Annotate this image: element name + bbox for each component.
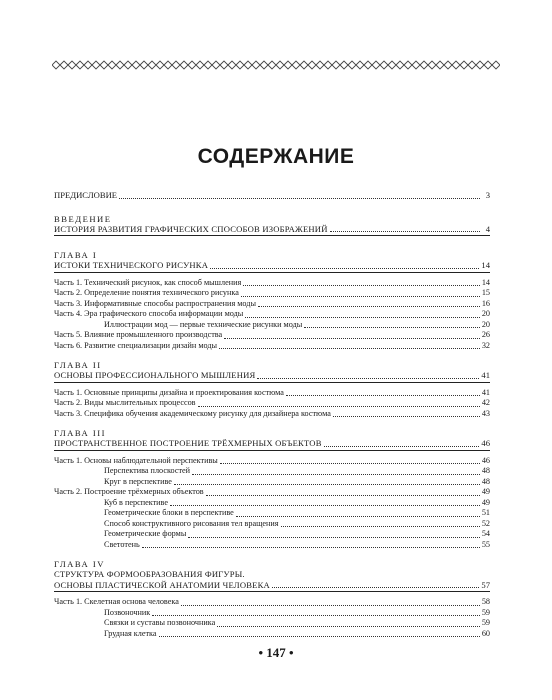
ornament-diamond [188,61,196,69]
toc-subentry[interactable] [54,540,490,551]
dot-leader [243,285,480,286]
entry-page: 49 [481,497,490,507]
entry-label: Способ конструктивного рисования тел вращения [104,518,279,528]
dot-leader [206,495,480,496]
chapter-title-label: СТРУКТУРА ФОРМООБРАЗОВАНИЯ ФИГУРЫ. [54,569,245,579]
ornament-diamond [164,61,172,69]
entry-page: 16 [481,298,490,308]
dot-leader [286,395,480,396]
entry-page: 4 [485,223,490,234]
toc-entry[interactable] [54,409,490,420]
toc-entry[interactable] [54,388,490,399]
dot-leader [174,484,480,485]
toc-entry[interactable] [54,597,490,608]
ornament-diamond [220,61,228,69]
entry-label: Часть 3. Информативные способы распространения моды [54,298,256,308]
entry-page: 41 [481,387,490,397]
dot-leader [281,526,480,527]
ornament-diamond [180,61,188,69]
ornament-diamond [236,61,244,69]
entry-page: 59 [481,618,490,627]
entry-page: 48 [481,466,490,475]
entry-label: Грудная клетка [104,628,157,638]
dot-leader [330,231,480,232]
entry-label: Часть 3. Специфика обучения академическому рисунку для дизайнера костюма [54,408,331,418]
entry-label: Часть 2. Виды мыслительных процессов [54,398,196,407]
entry-page: 52 [481,518,490,528]
ornament-diamond [100,61,108,69]
chapter-2-heading: ГЛАВА II [54,360,102,370]
table-of-contents [54,190,490,639]
entry-label: Позвоночник [104,607,151,617]
entry-page: 14 [481,260,490,270]
dot-leader [272,587,479,588]
ornament-diamond [268,61,276,69]
ornament-diamond [308,61,316,69]
entry-page: 55 [481,539,490,549]
entry-label: Геометрические блоки в перспективе [104,508,234,517]
ornament-diamond [92,61,100,69]
entry-label: Перспектива плоскостей [104,466,191,475]
ornament-diamond [300,61,308,69]
dot-leader [142,547,480,548]
entry-page: 51 [481,508,490,517]
ornament-diamond [276,61,284,69]
chapter-2-items [54,388,490,420]
entry-label: Часть 2. Построение трёхмерных объектов [54,487,204,496]
toc-entry[interactable] [54,487,490,498]
entry-page: 43 [481,408,490,418]
entry-page: 49 [481,487,490,496]
entry-label: ИСТОРИЯ РАЗВИТИЯ ГРАФИЧЕСКИХ СПОСОБОВ ИЗОБРАЖЕНИЙ [54,223,328,234]
dot-leader [192,474,480,475]
entry-page: 42 [481,398,490,407]
toc-subentry[interactable] [54,529,490,540]
entry-page: 58 [481,597,490,606]
dot-leader [224,338,480,339]
entry-page: 14 [481,277,490,287]
entry-label: Светотень [104,539,140,549]
ornament-diamond [68,61,76,69]
ornament-diamond [156,61,164,69]
entry-label: Связки и суставы позвоночника [104,618,216,627]
ornament-diamond [108,61,116,69]
ornament-diamond [484,61,492,69]
entry-label: Часть 5. Влияние промышленного производства [54,330,223,339]
entry-page: 26 [481,330,490,339]
dot-leader [304,327,480,328]
entry-label: Часть 1. Основные принципы дизайна и проектирования костюма [54,387,284,397]
dot-leader [324,446,480,447]
toc-entry[interactable] [54,456,490,467]
dot-leader [219,348,480,349]
toc-entry-intro[interactable] [54,224,490,237]
dot-leader [198,406,480,407]
entry-label: Геометрические формы [104,529,187,538]
toc-entry[interactable] [54,299,490,310]
ornament-diamond [444,61,452,69]
dot-leader [258,306,480,307]
entry-page: 57 [481,579,490,590]
ornament-diamond [324,61,332,69]
ornament-diamond [172,61,180,69]
ornament-diamond [252,61,260,69]
entry-label: Часть 4. Эра графического способа информации моды [54,309,244,318]
ornament-diamond [332,61,340,69]
ornament-diamond [260,61,268,69]
dot-leader [210,268,479,269]
entry-page: 32 [481,340,490,350]
entry-page: 3 [485,190,490,200]
dot-leader [152,615,480,616]
ornament-diamond [148,61,156,69]
ornament-diamond [60,61,68,69]
entry-page: 59 [481,607,490,617]
dot-leader [220,463,480,464]
chapter-4-items [54,597,490,639]
ornament-diamond [348,61,356,69]
ornament-diamond [204,61,212,69]
ornament-diamond [356,61,364,69]
ornament-diamond [428,61,436,69]
chapter-4-title-line-1 [54,569,490,580]
toc-entry-preface[interactable] [54,190,490,201]
ornament-diamond [212,61,220,69]
toc-subentry[interactable] [54,629,490,640]
dot-leader [188,537,479,538]
toc-entry[interactable] [54,278,490,289]
toc-entry[interactable] [54,398,490,409]
ornament-diamond [460,61,468,69]
page-title: СОДЕРЖАНИЕ [197,145,355,168]
dot-leader [241,296,480,297]
toc-entry[interactable] [54,330,490,341]
toc-subentry[interactable] [54,519,490,530]
entry-label: Куб в перспективе [104,497,168,507]
chapter-1-heading: ГЛАВА I [54,250,98,260]
ornament-diamond [388,61,396,69]
chapter-1-items [54,278,490,352]
ornament-diamond [244,61,252,69]
toc-subentry[interactable] [54,508,490,519]
entry-page: 48 [481,476,490,486]
ornament-diamond [436,61,444,69]
ornament-diamond [452,61,460,69]
dot-leader [170,505,480,506]
toc-entry[interactable] [54,341,490,352]
page-number: • 147 • [258,645,294,660]
entry-label: Часть 1. Технический рисунок, как способ мышления [54,277,242,287]
entry-label: ПРЕДИСЛОВИЕ [54,190,118,200]
ornament-diamond [52,61,60,69]
ornament-diamond [380,61,388,69]
toc-subentry[interactable] [54,498,490,509]
dot-leader [257,378,479,379]
chapter-1-title[interactable] [54,260,490,273]
ornament-diamond [316,61,324,69]
chapter-title-label: ОСНОВЫ ПЛАСТИЧЕСКОЙ АНАТОМИИ ЧЕЛОВЕКА [54,579,270,590]
ornament-diamond [292,61,300,69]
ornament-diamond [228,61,236,69]
entry-label: Круг в перспективе [104,476,172,486]
ornament-diamond [412,61,420,69]
dot-leader [245,317,480,318]
toc-subentry[interactable] [54,618,490,629]
entry-page: 46 [481,455,490,465]
chapter-3-heading: ГЛАВА III [54,428,106,438]
entry-page: 15 [481,288,490,297]
ornament-diamond [420,61,428,69]
ornament-diamond [468,61,476,69]
ornament-diamond [124,61,132,69]
entry-page: 54 [481,529,490,538]
entry-label: Иллюстрации мод — первые технические рисунки моды [104,319,303,329]
dot-leader [181,605,480,606]
toc-entry[interactable] [54,288,490,299]
chapter-title-label: ОСНОВЫ ПРОФЕССИОНАЛЬНОГО МЫШЛЕНИЯ [54,370,256,380]
ornament-diamond [404,61,412,69]
ornament-diamond [364,61,372,69]
ornament-diamond [132,61,140,69]
chapter-4-title[interactable] [54,580,490,593]
toc-subentry[interactable] [54,477,490,488]
ornament-diamond [196,61,204,69]
intro-heading: ВВЕДЕНИЕ [54,213,112,224]
ornament-diamond [372,61,380,69]
ornament-diamond [116,61,124,69]
entry-label: Часть 1. Основы наблюдательной перспективы [54,455,218,465]
chapter-2-title[interactable] [54,370,490,383]
dot-leader [333,416,480,417]
dot-leader [236,516,480,517]
ornament-diamond [84,61,92,69]
ornamental-border [52,60,500,70]
chapter-3-title[interactable] [54,438,490,451]
ornament-diamond [76,61,84,69]
entry-label: Часть 2. Определение понятия технического рисунка [54,288,239,297]
dot-leader [119,198,480,199]
entry-page: 41 [481,370,490,380]
entry-page: 20 [481,319,490,329]
dot-leader [217,626,480,627]
ornament-diamond [284,61,292,69]
toc-subentry[interactable] [54,320,490,331]
ornament-diamond [492,61,500,69]
entry-page: 46 [481,438,490,448]
toc-subentry[interactable] [54,608,490,619]
entry-page: 20 [481,309,490,318]
chapter-3-items [54,456,490,551]
ornament-diamond [340,61,348,69]
entry-label: Часть 6. Развитие специализации дизайн моды [54,340,218,350]
chapter-title-label: ИСТОКИ ТЕХНИЧЕСКОГО РИСУНКА [54,260,209,270]
entry-page: 60 [481,628,490,638]
entry-label: Часть 1. Скелетная основа человека [54,597,179,606]
ornament-diamond [476,61,484,69]
toc-subentry[interactable] [54,466,490,477]
ornament-diamond [140,61,148,69]
ornament-diamond [396,61,404,69]
chapter-4-heading: ГЛАВА IV [54,559,105,569]
dot-leader [159,636,480,637]
toc-entry[interactable] [54,309,490,320]
chapter-title-label: ПРОСТРАНСТВЕННОЕ ПОСТРОЕНИЕ ТРЁХМЕРНЫХ ОБЪЕКТОВ [54,438,322,448]
